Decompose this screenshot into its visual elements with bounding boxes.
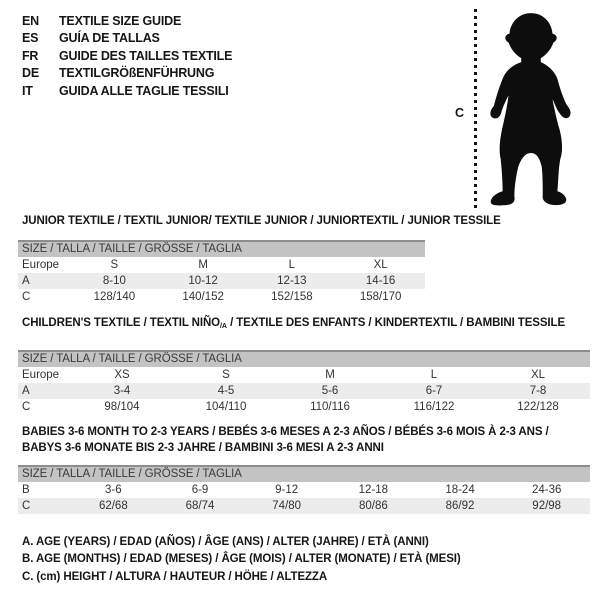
table-row-a <box>18 383 590 399</box>
junior-table-title: JUNIOR TEXTILE / TEXTIL JUNIOR/ TEXTILE JUNIOR / JUNIORTEXTIL / JUNIOR TESSILE <box>22 215 501 227</box>
babies-title-line-2: BABYS 3-6 MONATE BIS 2-3 JAHRE / BAMBINI 3-6 MESI A 2-3 ANNI <box>22 442 384 454</box>
column-header: XL <box>530 369 546 381</box>
table-cell: 6-9 <box>191 484 209 496</box>
row-label: B <box>22 484 30 496</box>
table-row-b <box>18 482 590 498</box>
lang-row-es <box>22 30 232 47</box>
table-cell: 122/128 <box>517 401 559 413</box>
lang-row-de <box>22 65 232 82</box>
row-label: C <box>22 401 31 413</box>
row-label: A <box>22 275 30 287</box>
lang-code: ES <box>22 31 39 46</box>
junior-table <box>18 240 425 305</box>
column-header: L <box>288 259 296 271</box>
lang-code: IT <box>22 83 33 98</box>
babies-textile-section <box>18 424 590 514</box>
table-cell: 92/98 <box>532 500 562 512</box>
table-cell: 18-24 <box>445 484 475 496</box>
lang-title: GUÍA DE TALLAS <box>59 31 160 46</box>
table-cell: 74/80 <box>272 500 302 512</box>
table-cell: 68/74 <box>185 500 215 512</box>
legend-line-b: B. AGE (MONTHS) / EDAD (MESES) / ÂGE (MOIS) / ALTER (MONATE) / ETÀ (MESI) <box>22 553 461 566</box>
lang-row-en <box>22 13 232 30</box>
row-label: C <box>22 500 31 512</box>
size-header-bar: SIZE / TALLA / TAILLE / GRÖSSE / TAGLIA <box>18 350 590 367</box>
size-header-bar: SIZE / TALLA / TAILLE / GRÖSSE / TAGLIA <box>18 240 425 257</box>
table-cell: 3-4 <box>113 385 131 397</box>
height-measure-label: C <box>455 106 465 120</box>
title-part-sub: /A <box>220 322 227 330</box>
column-header: L <box>430 369 438 381</box>
table-header-row <box>18 367 590 383</box>
table-cell: 116/122 <box>413 401 455 413</box>
babies-table-title <box>22 424 590 456</box>
column-header: M <box>325 369 335 381</box>
table-cell: 80/86 <box>358 500 388 512</box>
table-cell: 98/104 <box>104 401 140 413</box>
column-header: Europe <box>22 369 60 381</box>
height-measure-dotted-line <box>474 9 477 210</box>
table-row-c <box>18 498 590 514</box>
lang-code: DE <box>22 66 39 81</box>
table-row-c <box>18 289 425 305</box>
legend-line-a: A. AGE (YEARS) / EDAD (AÑOS) / ÂGE (ANS) / ALTER (JAHRE) / ETÀ (ANNI) <box>22 536 429 548</box>
children-textile-section <box>18 317 590 415</box>
table-header-row <box>18 257 425 273</box>
table-row-c <box>18 399 590 415</box>
table-row-a <box>18 273 425 289</box>
table-cell: 128/140 <box>93 291 136 303</box>
column-header: Europe <box>22 259 60 271</box>
size-header-bar: SIZE / TALLA / TAILLE / GRÖSSE / TAGLIA <box>18 465 590 482</box>
legend-line-c: C. (cm) HEIGHT / ALTURA / HAUTEUR / HÖHE / ALTEZZA <box>22 570 328 583</box>
table-cell: 7-8 <box>529 385 547 397</box>
language-title-list <box>22 13 232 100</box>
baby-silhouette-icon <box>486 11 576 209</box>
table-cell: 12-18 <box>358 484 389 496</box>
babies-title-line-1: BABIES 3-6 MONTH TO 2-3 YEARS / BEBÉS 3-6 MESES A 2-3 AÑOS / BÉBÉS 3-6 MOIS À 2-3 ANS / <box>22 426 549 438</box>
table-cell: 8-10 <box>102 275 126 287</box>
column-header: XS <box>114 369 130 381</box>
children-table-title <box>22 317 590 333</box>
table-cell: 10-12 <box>188 275 218 287</box>
table-cell: 86/92 <box>445 500 475 512</box>
table-cell: 14-16 <box>365 275 396 287</box>
measurement-legend <box>22 534 461 586</box>
row-label: A <box>22 385 30 397</box>
lang-code: EN <box>22 14 39 28</box>
title-part: CHILDREN'S TEXTILE / TEXTIL NIÑO <box>22 317 221 329</box>
lang-title: TEXTILE SIZE GUIDE <box>59 14 182 28</box>
junior-textile-section <box>18 215 501 305</box>
table-cell: 4-5 <box>217 385 235 397</box>
table-cell: 62/68 <box>98 500 128 512</box>
column-header: XL <box>373 259 388 271</box>
table-cell: 104/110 <box>205 401 247 413</box>
table-cell: 24-36 <box>531 484 562 496</box>
table-cell: 9-12 <box>275 484 299 496</box>
table-cell: 140/152 <box>182 291 224 303</box>
lang-row-fr <box>22 48 232 65</box>
lang-row-it <box>22 83 232 100</box>
title-part: / TEXTILE DES ENFANTS / KINDERTEXTIL / BAMBINI TESSILE <box>226 317 566 329</box>
column-header: S <box>110 259 119 271</box>
lang-title: TEXTILGRÖßENFÜHRUNG <box>59 66 215 81</box>
table-cell: 6-7 <box>425 385 443 397</box>
column-header: S <box>222 369 230 381</box>
lang-title: GUIDE DES TAILLES TEXTILE <box>59 48 233 63</box>
table-cell: 158/170 <box>359 291 402 303</box>
table-cell: 12-13 <box>277 275 307 287</box>
row-label: C <box>22 291 31 303</box>
table-cell: 110/116 <box>310 401 350 413</box>
lang-code: FR <box>22 48 39 63</box>
children-table <box>18 350 590 415</box>
table-cell: 3-6 <box>105 484 122 496</box>
table-cell: 5-6 <box>321 385 339 397</box>
table-cell: 152/158 <box>271 291 313 303</box>
column-header: M <box>198 259 208 271</box>
lang-title: GUIDA ALLE TAGLIE TESSILI <box>59 83 229 98</box>
babies-table <box>18 465 590 514</box>
